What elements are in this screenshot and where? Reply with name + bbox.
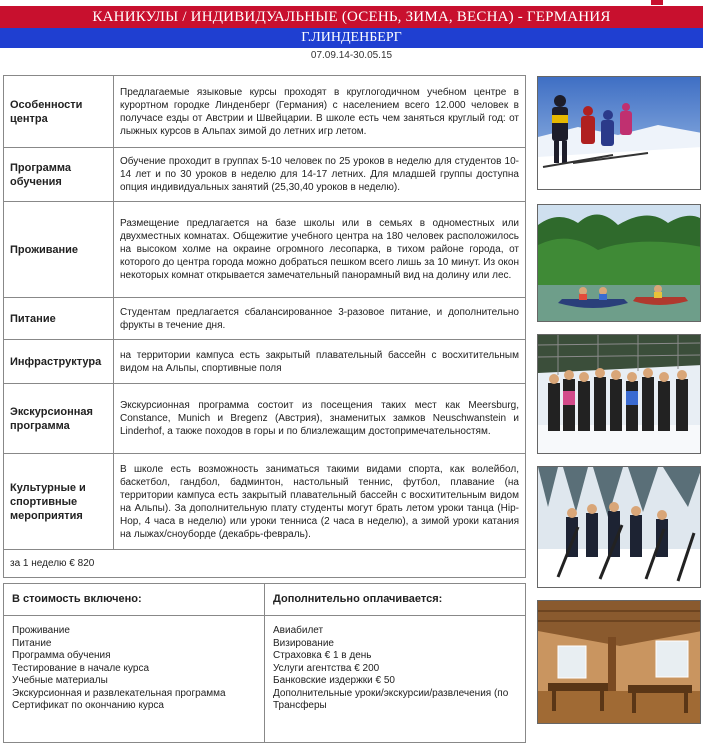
list-item: Страховка € 1 в день: [273, 650, 372, 661]
price-row: [4, 550, 526, 578]
list-item: Авиабилет: [273, 625, 324, 636]
table-row: [4, 340, 526, 384]
included-heading: В стоимость включено:: [4, 584, 264, 616]
list-item: Учебные материалы: [12, 675, 108, 686]
list-item: Тестирование в начале курса: [12, 662, 150, 674]
program-info-table: [3, 75, 526, 578]
row-text: Предлагаемые языковые курсы проходят в круглогодичном учебном центре в курортном городке Линденберг (Германия) с населением всего 12.000 человек в получасе езды от Австрии и Швейцарии. В школе есть чем заняться круглый год: от лыжных курсов в Альпах зимой до летних игр летом.: [114, 76, 526, 148]
list-item: Программа обучения: [12, 650, 111, 661]
list-item: Банковские издержки € 50: [273, 675, 395, 686]
page-title: КАНИКУЛЫ / ИНДИВИДУАЛЬНЫЕ (ОСЕНЬ, ЗИМА, ВЕСНА) - ГЕРМАНИЯ: [0, 6, 703, 28]
group-in-snow-photo: [537, 334, 701, 454]
row-text: Обучение проходит в группах 5-10 человек по 25 уроков в неделю для студентов 10-14 лет и по 30 уроков в неделю для 14-17 летних. Для младшей группы доступна опция индивидуальных занятий (25,30,40 уроков в неделю).: [114, 148, 526, 202]
row-text: Студентам предлагается сбалансированное 3-разовое питание, и дополнительно фрукты в течение дня.: [114, 298, 526, 340]
row-label: Питание: [4, 298, 114, 340]
included-list: [4, 616, 264, 713]
row-text: В школе есть возможность заниматься такими видами спорта, как волейбол, баскетбол, гандбол, бадминтон, настольный теннис, футбол, плавание (на территории кампуса есть закрытый плавательный бассейн с восхитительным видом на Альпы). За дополнительную плату студенты могут брать летом уроки танца (Hip-Hop, 4 часа в неделю) или уроки тенниса (2 часа в неделю), а зимой уроки катания на лыжах/сноуборде (декабрь-февраль).: [114, 454, 526, 550]
canoe-on-lake-photo: [537, 204, 701, 322]
corner-mark: [651, 0, 663, 5]
row-text: Экскурсионная программа состоит из посещения таких мест как Meersburg, Constance, Munich и Bregenz (Австрия), знаменитых замков Neuschwanstein и Linderhof, а также походов в горы и по близлежащим достопримечательностям.: [114, 384, 526, 454]
row-label: Проживание: [4, 202, 114, 298]
city-banner: Г.ЛИНДЕНБЕРГ: [0, 28, 703, 48]
list-item: Услуги агентства € 200: [273, 662, 380, 674]
table-row: [4, 298, 526, 340]
list-item: Экскурсионная и развлекательная программа: [12, 687, 226, 699]
table-row: [4, 454, 526, 550]
list-item: Питание: [12, 637, 52, 649]
list-item: Визирование: [273, 637, 334, 649]
skiers-with-skis-photo: [537, 466, 701, 588]
extra-heading: Дополнительно оплачивается:: [265, 584, 525, 616]
list-item: Дополнительные уроки/экскурсии/развлечения (по: [273, 687, 509, 699]
row-label: Программа обучения: [4, 148, 114, 202]
extra-list: [265, 616, 525, 713]
included-column: [4, 584, 264, 742]
row-label: Особенности центра: [4, 76, 114, 148]
row-label: Инфраструктура: [4, 340, 114, 384]
list-item: Сертификат по окончанию курса: [12, 700, 164, 711]
list-item: Трансферы: [273, 700, 327, 711]
price-text: за 1 неделю € 820: [4, 550, 526, 578]
table-row: [4, 148, 526, 202]
extra-column: [264, 584, 525, 742]
row-text: на территории кампуса есть закрытый плавательный бассейн с восхитительным видом на Альпы, спортивные поля: [114, 340, 526, 384]
cost-section: [3, 583, 526, 743]
table-row: [4, 384, 526, 454]
skiers-on-slope-photo: [537, 76, 701, 190]
list-item: Проживание: [12, 625, 70, 636]
table-row: [4, 76, 526, 148]
dining-hall-photo: [537, 600, 701, 724]
row-label: Экскурсионная программа: [4, 384, 114, 454]
row-label: Культурные и спортивные мероприятия: [4, 454, 114, 550]
table-row: [4, 202, 526, 298]
row-text: Размещение предлагается на базе школы или в семьях в одноместных или двухместных комнатах. Общежитие учебного центра на 180 человек расположилось на высоком холме на окраине огромного лесопарка, в тихом районе города, от которого до центра города можно добраться пешком всего лишь за 10 минут. Из окон некоторых комнат открывается замечательный панорамный вид на долину или лес.: [114, 202, 526, 298]
program-dates: 07.09.14-30.05.15: [310, 50, 393, 61]
